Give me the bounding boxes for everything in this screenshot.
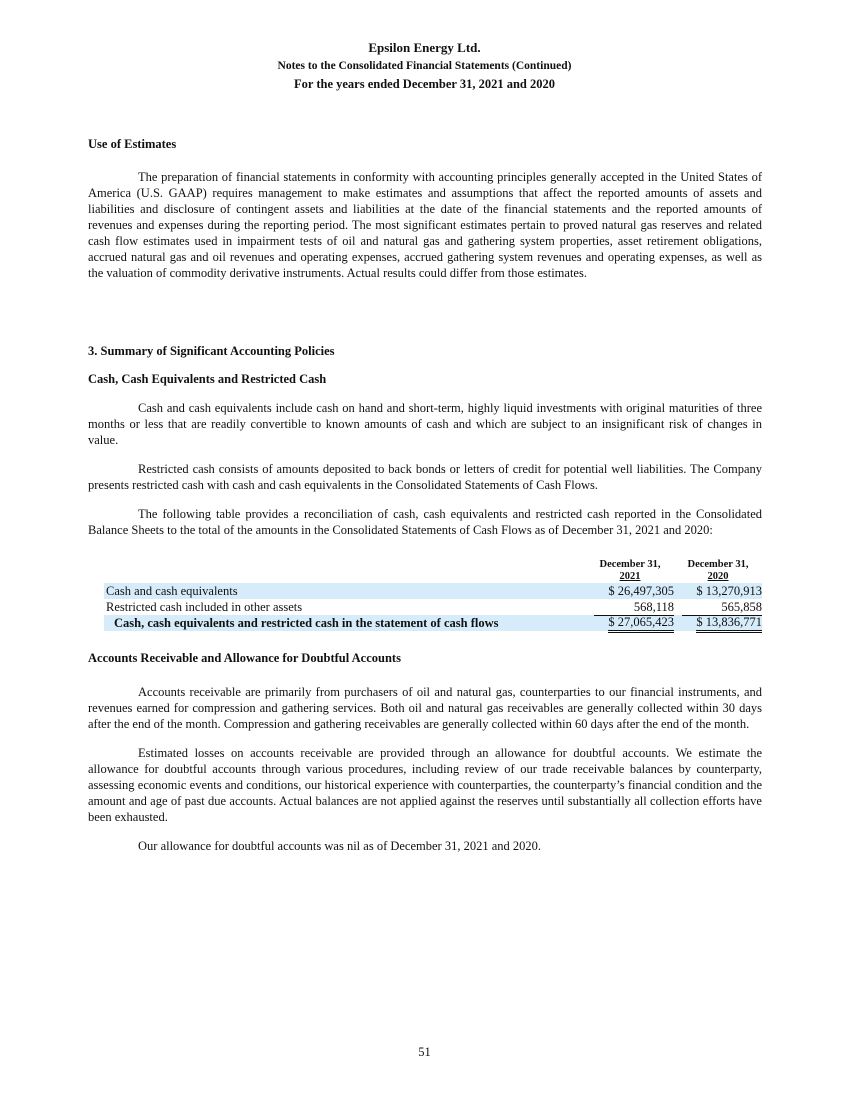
- page-header: [0, 39, 849, 93]
- cash-heading: Cash, Cash Equivalents and Restricted Cash: [88, 372, 327, 386]
- receivables-paragraph-3: Our allowance for doubtful accounts was nil as of December 31, 2021 and 2020.: [138, 839, 542, 853]
- table-column-headers: [88, 559, 762, 583]
- use-of-estimates-heading: Use of Estimates: [88, 137, 177, 151]
- section-3-heading: 3. Summary of Significant Accounting Policies: [88, 344, 335, 358]
- cash-paragraph-2: Restricted cash consists of amounts deposited to back bonds or letters of credit for potential well liabilities. The Company presents restricted cash with cash and cash equivalents in the Consolidated Statements of Cash Flows.: [88, 462, 762, 492]
- value-2021: 568,118: [594, 599, 674, 616]
- value-2020: $ 13,270,913: [696, 584, 762, 598]
- page-number: 51: [418, 1045, 431, 1059]
- reporting-period: For the years ended December 31, 2021 and 2020: [294, 77, 555, 91]
- value-2021: $ 26,497,305: [608, 584, 674, 598]
- receivables-paragraph-2: Estimated losses on accounts receivable are provided through an allowance for doubtful accounts. We estimate the allowance for doubtful accounts through various procedures, including review of our trade receivable balances by counterparty, assessing economic events and conditions, our historical experience with counterparties, the counterparty’s financial condition and the amount and age of past due accounts. Actual balances are not applied against the reserves until substantially all collection efforts have been exhausted.: [88, 746, 762, 824]
- receivables-heading: Accounts Receivable and Allowance for Doubtful Accounts: [88, 651, 401, 665]
- cash-reconciliation-table: [88, 559, 762, 631]
- row-label: Restricted cash included in other assets: [106, 600, 303, 614]
- value-2020: $ 13,836,771: [696, 614, 762, 633]
- row-label: Cash, cash equivalents and restricted cash in the statement of cash flows: [114, 616, 499, 630]
- column-header-2020-year: 2020: [707, 571, 729, 582]
- page-content: [88, 136, 762, 854]
- cash-paragraph-3: The following table provides a reconciliation of cash, cash equivalents and restricted cash reported in the Consolidated Balance Sheets to the total of the amounts in the Consolidated Statements of Cash Flows as of December 31, 2021 and 2020:: [88, 507, 762, 537]
- column-header-2021: [586, 559, 674, 583]
- column-header-2020-line1: December 31,: [687, 559, 749, 570]
- company-name: Epsilon Energy Ltd.: [368, 40, 481, 55]
- row-label: Cash and cash equivalents: [106, 584, 238, 598]
- value-2020: 565,858: [682, 599, 762, 616]
- value-2021: $ 27,065,423: [608, 614, 674, 633]
- table-row: [104, 583, 762, 599]
- column-header-2021-year: 2021: [619, 571, 641, 582]
- cash-paragraph-1: Cash and cash equivalents include cash on hand and short-term, highly liquid investments with original maturities of three months or less that are readily convertible to known amounts of cash and which are subject to an insignificant risk of changes in value.: [88, 401, 762, 447]
- use-of-estimates-paragraph: The preparation of financial statements in conformity with accounting principles generally accepted in the United States of America (U.S. GAAP) requires management to make estimates and assumptions that affect the reported amounts of assets and liabilities and disclosure of contingent assets and liabilities at the date of the financial statements and the reported amounts of revenues and expenses during the reporting period. The most significant estimates pertain to proved natural gas reserves and related cash flow estimates used in impairment tests of oil and natural gas and gathering system properties, asset retirement obligations, accrued natural gas and oil revenues and operating expenses, accrued gathering system revenues and operating expenses, as well as the valuation of commodity derivative instruments. Actual results could differ from those estimates.: [88, 170, 762, 280]
- document-subtitle: Notes to the Consolidated Financial Statements (Continued): [277, 60, 572, 72]
- receivables-paragraph-1: Accounts receivable are primarily from purchasers of oil and natural gas, counterparties to our financial instruments, and revenues earned for compression and gathering services. Both oil and natural gas receivables are generally collected within 30 days after the end of the month. Compression and gathering receivables are generally collected within 60 days after the end of the month.: [88, 685, 762, 731]
- column-header-2020: [674, 559, 762, 583]
- column-header-2021-line1: December 31,: [599, 559, 661, 570]
- table-row-total: [104, 615, 762, 631]
